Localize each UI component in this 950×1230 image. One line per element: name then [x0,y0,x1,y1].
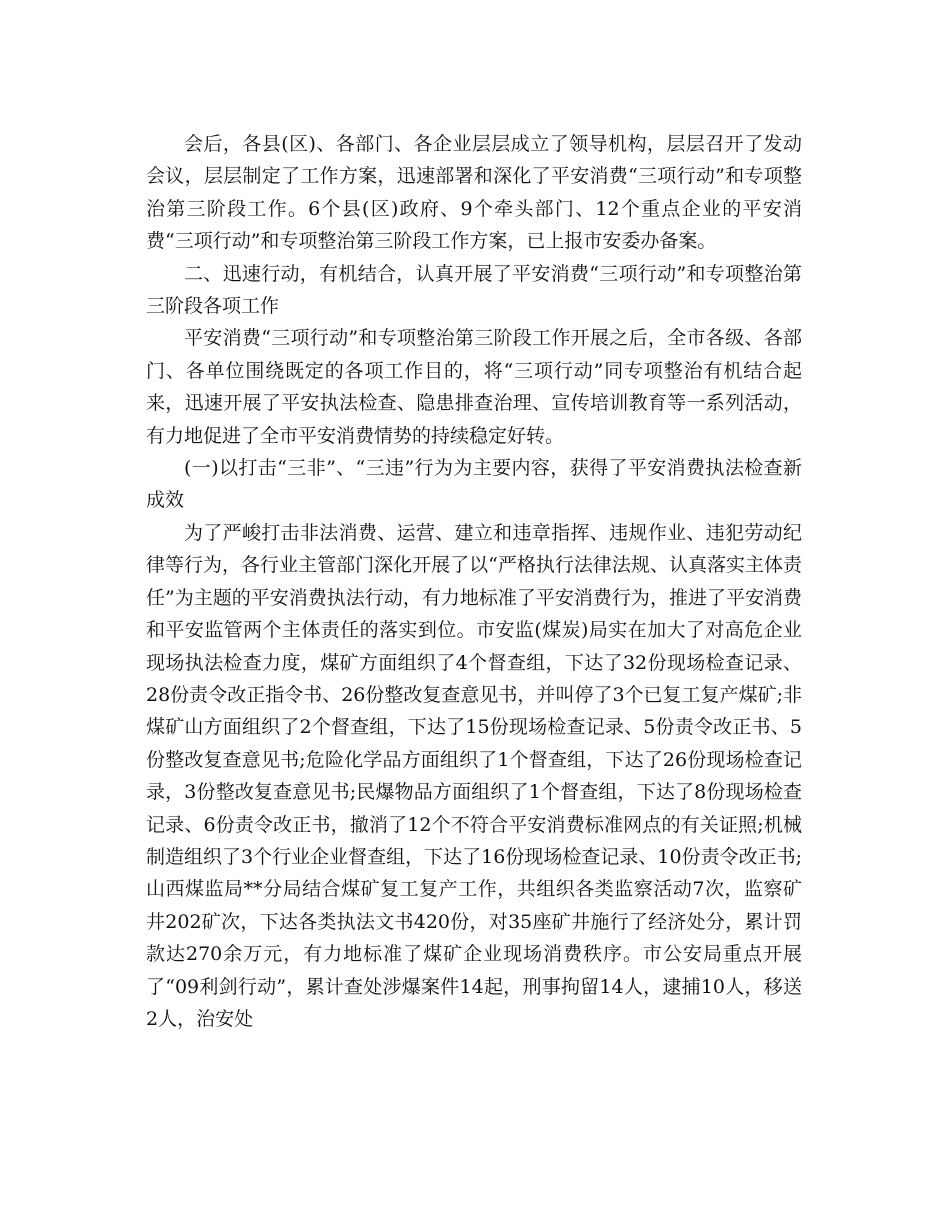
paragraph-meeting-followup: 会后，各县(区)、各部门、各企业层层成立了领导机构，层层召开了发动会议，层层制定了工作方案，迅速部署和深化了平安消费“三项行动”和专项整治第三阶段工作。6个县(区)政府、9个牵头部门、12个重点企业的平安消费“三项行动”和专项整治第三阶段工作方案，已上报市安委办备案。 [146,133,802,253]
section-heading-two: 二、迅速行动，有机结合，认真开展了平安消费“三项行动”和专项整治第三阶段各项工作 [146,262,802,318]
paragraph-enforcement-details: 为了严峻打击非法消费、运营、建立和违章指挥、违规作业、违犯劳动纪律等行为，各行业主管部门深化开展了以“严格执行法律法规、认真落实主体责任”为主题的平安消费执法行动，有力地标准了平安消费行为，推进了平安消费和平安监管两个主体责任的落实到位。市安监(煤炭)局实在加大了对高危企业现场执法检查力度，煤矿方面组织了4个督查组，下达了32份现场检查记录、28份责令改正指令书、26份整改复查意见书，并叫停了3个已复工复产煤矿;非煤矿山方面组织了2个督查组，下达了15份现场检查记录、5份责令改正书、5份整改复查意见书;危险化学品方面组织了1个督查组，下达了26份现场检查记录，3份整改复查意见书;民爆物品方面组织了1个督查组，下达了8份现场检查记录、6份责令改正书，撤消了12个不符合平安消费标准网点的有关证照;机械制造组织了3个行业企业督查组，下达了16份现场检查记录、10份责令改正书;山西煤监局**分局结合煤矿复工复产工作，共组织各类监察活动7次，监察矿井202矿次，下达各类执法文书420份，对35座矿井施行了经济处分，累计罚款达270余万元，有力地标准了煤矿企业现场消费秩序。市公安局重点开展了“09利剑行动”，累计查处涉爆案件14起，刑事拘留14人，逮捕10人，移送2人，治安处 [146,521,802,1030]
subsection-heading-one: (一)以打击“三非”、“三违”行为为主要内容，获得了平安消费执法检查新成效 [146,457,802,512]
paragraph-work-overview: 平安消费“三项行动”和专项整治第三阶段工作开展之后，全市各级、各部门、各单位围绕既定的各项工作目的，将“三项行动”同专项整治有机结合起来，迅速开展了平安执法检查、隐患排查治理、宣传培训教育等一系列活动，有力地促进了全市平安消费情势的持续稳定好转。 [146,327,802,447]
document-body [146,128,802,1035]
